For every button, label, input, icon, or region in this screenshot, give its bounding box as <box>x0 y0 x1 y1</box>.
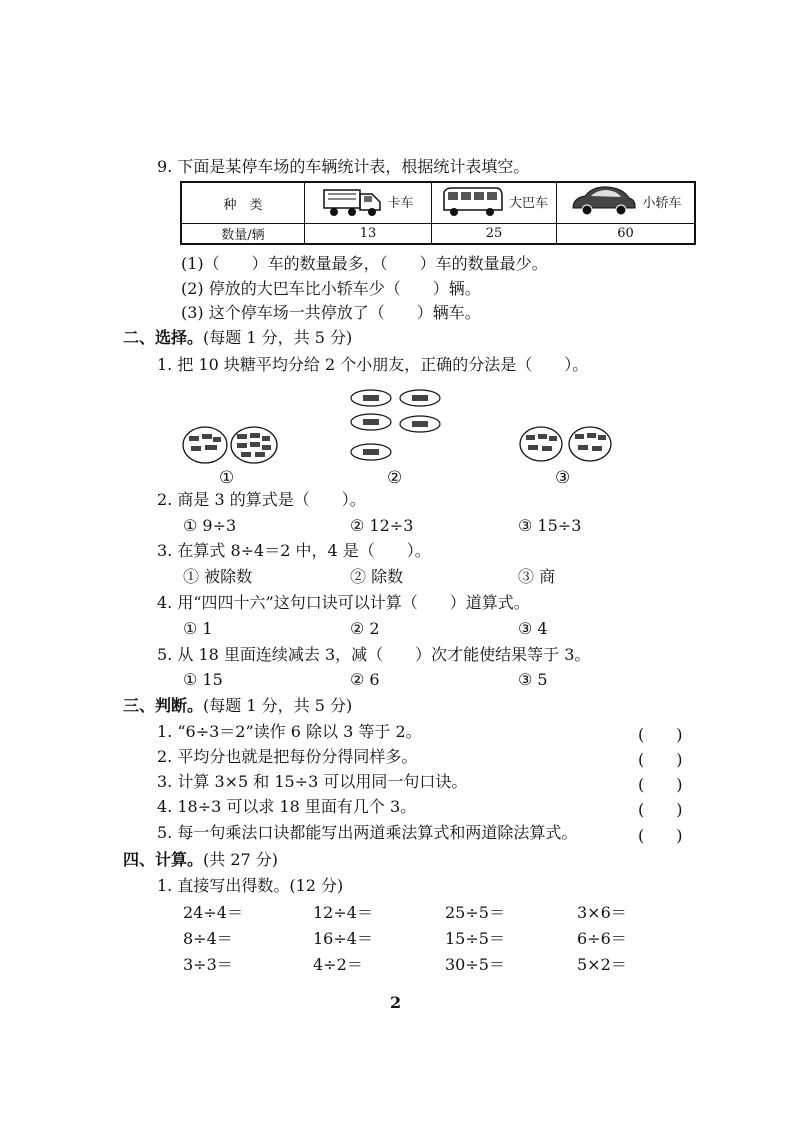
s4-sub1: 1. 直接写出得数。(12 分) <box>157 876 344 895</box>
calc-3-2: 4÷2＝ <box>313 955 363 974</box>
truck-icon <box>322 184 384 218</box>
s2-q5: 5. 从 18 里面连续减去 3，减（ ）次才能使结果等于 3。 <box>157 645 591 664</box>
calc-3-1: 3÷3＝ <box>183 955 233 974</box>
q9-sub-2: (2) 停放的大巴车比小轿车少（ ）辆。 <box>181 279 481 298</box>
s3-answer-3[interactable]: ( ) <box>638 775 683 794</box>
calc-3-3: 30÷5＝ <box>445 955 505 974</box>
table-row-label: 数量/辆 <box>181 224 305 245</box>
calc-1-2: 12÷4＝ <box>313 903 373 922</box>
calc-3-4: 5×2＝ <box>577 955 627 974</box>
table-col-truck <box>305 182 432 224</box>
s2-q2-opt2: ② 12÷3 <box>350 516 414 535</box>
s3-item-5: 5. 每一句乘法口诀都能写出两道乘法算式和两道除法算式。 <box>157 823 578 842</box>
bus-count: 25 <box>432 224 557 245</box>
s3-answer-4[interactable]: ( ) <box>638 800 683 819</box>
section2-score: (每题 1 分，共 5 分) <box>203 328 353 347</box>
car-label: 小轿车 <box>642 195 682 211</box>
s2-q3-opt3: ③ 商 <box>518 567 556 586</box>
q9-sub-1: (1)（ ）车的数量最多，（ ）车的数量最少。 <box>181 254 548 273</box>
candy-plate-icon <box>518 424 564 464</box>
s2-q2: 2. 商是 3 的算式是（ ）。 <box>157 490 366 509</box>
calc-1-4: 3×6＝ <box>577 903 627 922</box>
s2-q4-opt1: ① 1 <box>183 619 213 638</box>
page-number: 2 <box>390 993 402 1012</box>
section3-score: (每题 1 分，共 5 分) <box>203 696 353 715</box>
calc-1-1: 24÷4＝ <box>183 903 243 922</box>
s3-item-1: 1. “6÷3＝2”读作 6 除以 3 等于 2。 <box>157 722 422 741</box>
s3-item-4: 4. 18÷3 可以求 18 里面有几个 3。 <box>157 797 417 816</box>
s3-item-3: 3. 计算 3×5 和 15÷3 可以用同一句口诀。 <box>157 772 468 791</box>
s2-q4: 4. 用“四四十六”这句口诀可以计算（ ）道算式。 <box>157 593 530 612</box>
calc-2-2: 16÷4＝ <box>313 929 373 948</box>
s2-q4-opt2: ② 2 <box>350 619 380 638</box>
s3-answer-2[interactable]: ( ) <box>638 750 683 769</box>
bus-label: 大巴车 <box>508 195 548 211</box>
calc-2-1: 8÷4＝ <box>183 929 233 948</box>
candy-plate-icon <box>229 424 279 466</box>
option-3-label: ③ <box>555 468 571 488</box>
s3-item-2: 2. 平均分也就是把每份分得同样多。 <box>157 747 418 766</box>
truck-count: 13 <box>305 224 432 245</box>
section4-score: (共 27 分) <box>203 850 279 869</box>
s2-q5-opt2: ② 6 <box>350 670 380 689</box>
section4-heading <box>123 850 278 870</box>
s2-q5-opt1: ① 15 <box>183 670 223 689</box>
candy-plate-icon <box>349 412 393 432</box>
calc-2-3: 15÷5＝ <box>445 929 505 948</box>
candy-plate-icon <box>567 424 613 464</box>
q9-sub-3: (3) 这个停车场一共停放了（ ）辆车。 <box>181 303 481 322</box>
bus-icon <box>440 184 506 218</box>
option-1-label: ① <box>219 468 235 488</box>
s2-q2-opt3: ③ 15÷3 <box>518 516 582 535</box>
table-col-bus <box>432 182 557 224</box>
s2-q3: 3. 在算式 8÷4＝2 中，4 是（ ）。 <box>157 541 431 560</box>
vehicle-stat-table <box>180 181 696 245</box>
candy-plate-icon <box>398 388 442 408</box>
car-count: 60 <box>557 224 696 245</box>
section4-title: 四、计算。 <box>123 850 204 869</box>
section3-heading <box>123 696 352 716</box>
candy-plate-icon <box>349 442 393 462</box>
option-2-label: ② <box>387 468 403 488</box>
s2-q4-opt3: ③ 4 <box>518 619 548 638</box>
calc-1-3: 25÷5＝ <box>445 903 505 922</box>
section2-title: 二、选择。 <box>123 328 204 347</box>
s2-q1: 1. 把 10 块糖平均分给 2 个小朋友，正确的分法是（ ）。 <box>157 355 589 374</box>
section2-heading <box>123 328 352 348</box>
calc-2-4: 6÷6＝ <box>577 929 627 948</box>
truck-label: 卡车 <box>387 195 414 211</box>
candy-plate-icon <box>398 414 442 434</box>
q9-text: 9. 下面是某停车场的车辆统计表，根据统计表填空。 <box>157 157 530 176</box>
candy-plate-icon <box>349 388 393 408</box>
s3-answer-5[interactable]: ( ) <box>638 826 683 845</box>
s2-q3-opt2: ② 除数 <box>350 567 404 586</box>
s2-q2-opt1: ① 9÷3 <box>183 516 237 535</box>
s2-q5-opt3: ③ 5 <box>518 670 548 689</box>
car-icon <box>569 184 639 218</box>
s3-answer-1[interactable]: ( ) <box>638 725 683 744</box>
table-col-car <box>557 182 696 224</box>
candy-plate-icon <box>181 424 229 466</box>
section3-title: 三、判断。 <box>123 696 204 715</box>
s2-q3-opt1: ① 被除数 <box>183 567 253 586</box>
table-header-label: 种 类 <box>181 182 305 224</box>
